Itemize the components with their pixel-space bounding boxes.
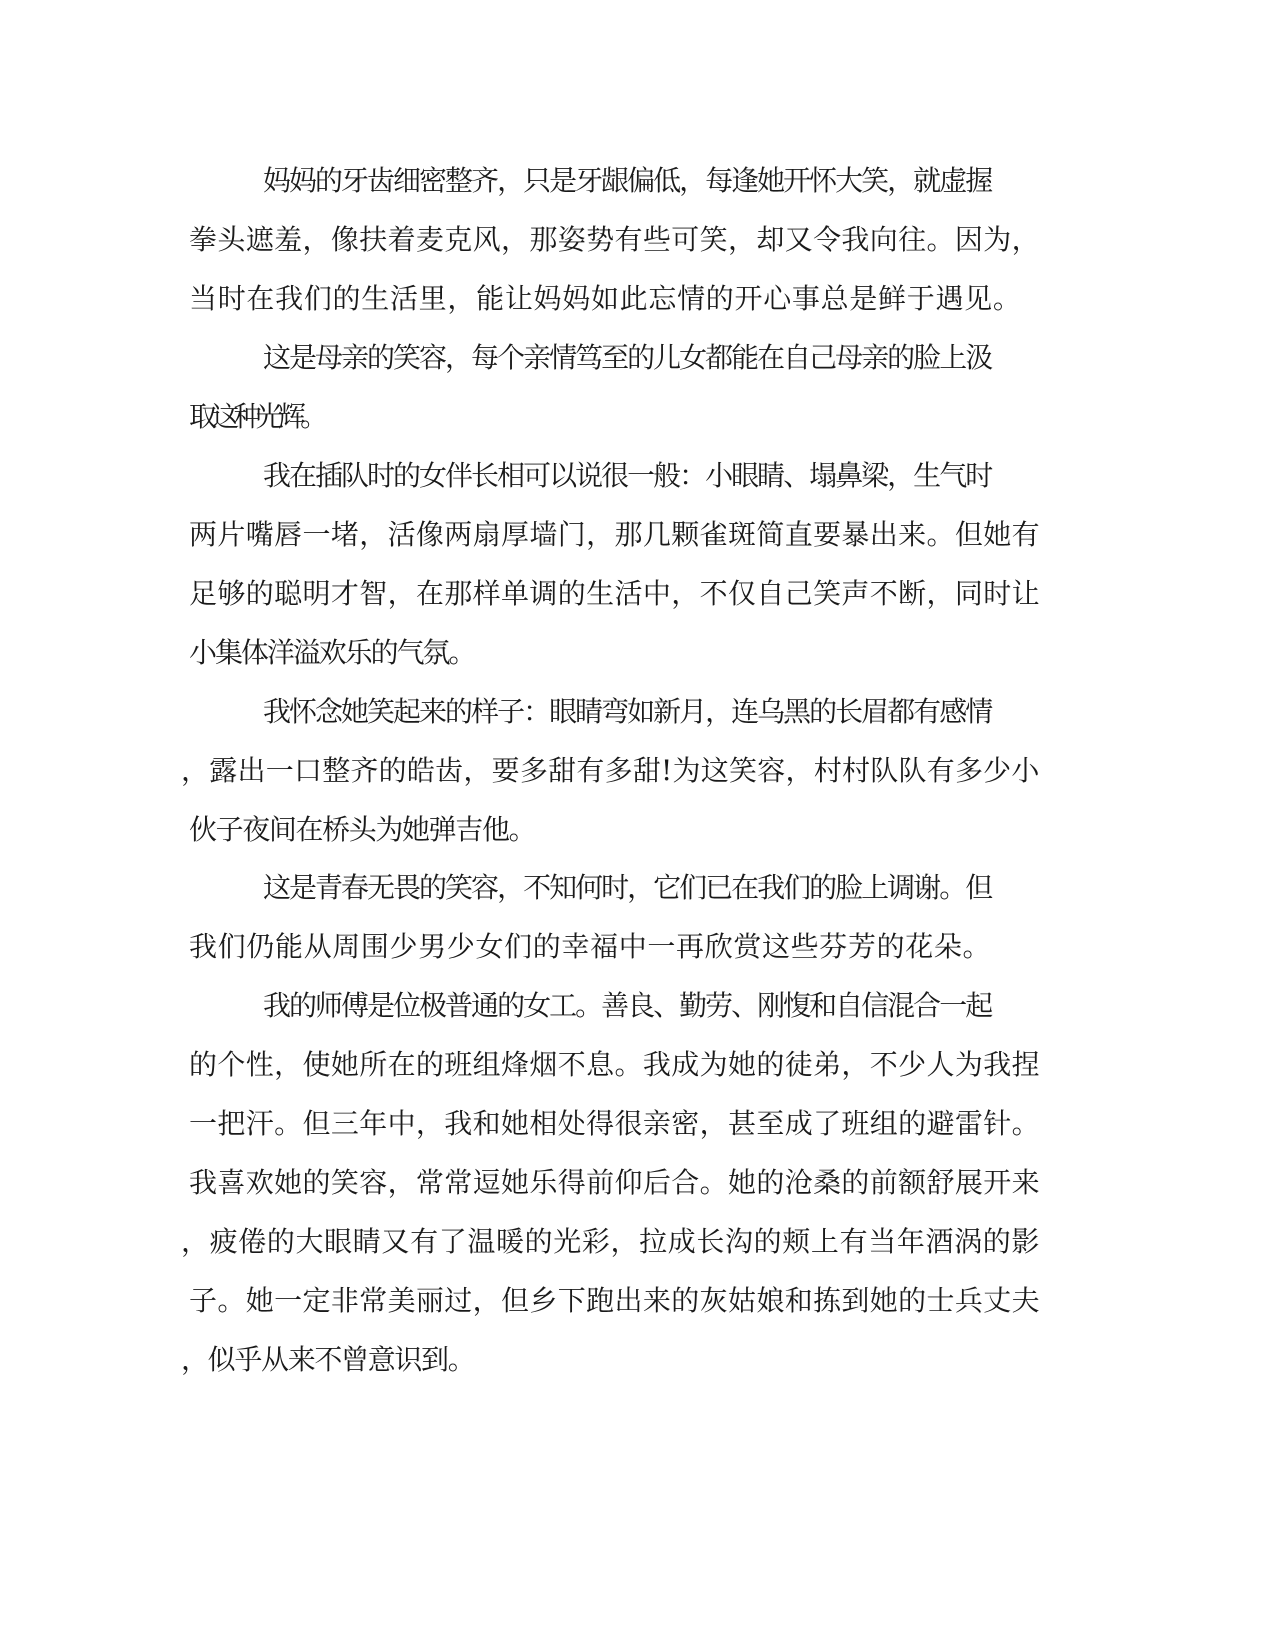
text-line: 的个性，使她所在的班组烽烟不息。我成为她的徒弟，不少人为我捏 bbox=[189, 1048, 1041, 1081]
text-line: 拳头遮羞，像扶着麦克风，那姿势有些可笑，却又令我向往。因为， bbox=[189, 223, 1041, 256]
text-line: 伙子夜间在桥头为她弹吉他。 bbox=[189, 813, 536, 846]
text-line: 妈妈的牙齿细密整齐，只是牙龈偏低，每逢她开怀大笑，就虚握 bbox=[263, 164, 992, 197]
text-line: 我的师傅是位极普通的女工。善良、勤劳、刚愎和自信混合一起 bbox=[263, 989, 992, 1022]
text-line: ，露出一口整齐的皓齿，要多甜有多甜!为这笑容，村村队队有多少小 bbox=[181, 754, 1040, 787]
text-line: 我在插队时的女伴长相可以说很一般：小眼睛、塌鼻梁，生气时 bbox=[263, 459, 992, 492]
text-line: 小集体洋溢欢乐的气氛。 bbox=[189, 636, 475, 669]
text-line: 足够的聪明才智，在那样单调的生活中，不仅自己笑声不断，同时让 bbox=[189, 577, 1041, 610]
text-line: 子。她一定非常美丽过，但乡下跑出来的灰姑娘和拣到她的士兵丈夫 bbox=[189, 1284, 1041, 1317]
text-line: ，似乎从来不曾意识到。 bbox=[181, 1343, 475, 1376]
text-line: 取这种光辉。 bbox=[189, 400, 323, 433]
text-line: 一把汗。但三年中，我和她相处得很亲密，甚至成了班组的避雷针。 bbox=[189, 1107, 1041, 1140]
text-line: ，疲倦的大眼睛又有了温暖的光彩，拉成长沟的颊上有当年酒涡的影 bbox=[181, 1225, 1041, 1258]
text-line: 当时在我们的生活里，能让妈妈如此忘情的开心事总是鲜于遇见。 bbox=[189, 282, 1022, 315]
text-line: 我们仍能从周围少男少女们的幸福中一再欣赏这些芬芳的花朵。 bbox=[189, 930, 992, 963]
text-line: 这是母亲的笑容，每个亲情笃至的儿女都能在自己母亲的脸上汲 bbox=[263, 341, 992, 374]
text-line: 我喜欢她的笑容，常常逗她乐得前仰后合。她的沧桑的前额舒展开来 bbox=[189, 1166, 1041, 1199]
text-line: 我怀念她笑起来的样子：眼睛弯如新月，连乌黑的长眉都有感情 bbox=[263, 695, 992, 728]
text-line: 这是青春无畏的笑容，不知何时，它们已在我们的脸上调谢。但 bbox=[263, 871, 992, 904]
text-line: 两片嘴唇一堵，活像两扇厚墙门，那几颗雀斑简直要暴出来。但她有 bbox=[189, 518, 1041, 551]
